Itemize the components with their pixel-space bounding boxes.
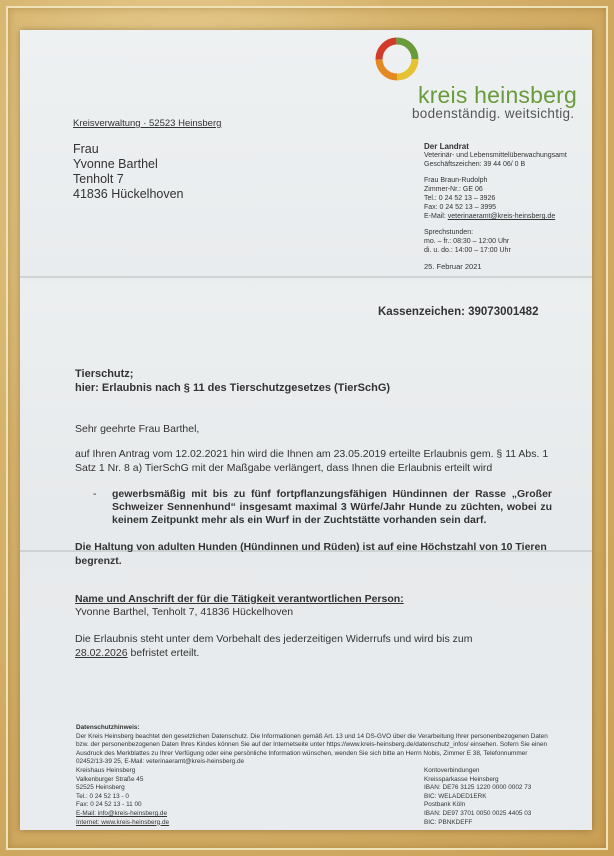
paragraph-3: Die Erlaubnis steht unter dem Vorbehalt des jederzeitigen Widerrufs und wird bis zum 28.02.2026 befristet erteilt. (75, 633, 473, 659)
footer-line: 52525 Heinsberg (76, 784, 125, 792)
recipient-line: 41836 Hückelhoven (73, 187, 184, 201)
office-department: Veterinär- und Lebensmittelüberwachungsamt (424, 152, 567, 159)
footer-line: Kontoverbindungen (424, 767, 480, 774)
footer-line: Tel.: 0 24 52 13 - 0 (76, 792, 129, 800)
footer-address (76, 767, 169, 827)
bullet-dash: - (93, 488, 97, 500)
responsible-heading: Name und Anschrift der für die Tätigkeit verantwortlichen Person: (75, 593, 404, 605)
room-number: Zimmer-Nr.: GE 06 (424, 186, 483, 193)
footer-line: IBAN: DE97 3701 0050 0025 4405 03 (424, 809, 532, 817)
kreis-heinsberg-logo-icon (372, 34, 422, 84)
subject (75, 367, 390, 395)
salutation: Sehr geehrte Frau Barthel, (75, 423, 200, 435)
footer-line: BIC: WELADED1ERK (424, 792, 487, 800)
footer-line: Postbank Köln (424, 801, 466, 809)
office-reference: Geschäftszeichen: 39 44 06/ 0 B (424, 161, 526, 168)
paragraph-1: auf Ihren Antrag vom 12.02.2021 hin wird die Ihnen am 23.05.2019 erteilte Erlaubnis gem. § 11 Abs. 1 Satz 1 Nr. 8 a) TierSchG mit der Maßgabe verlängert, dass Ihnen die Erlaubnis erteilt wird (75, 448, 549, 474)
footer-line: Kreissparkasse Heinsberg (424, 775, 499, 783)
hours-label: Sprechstunden: (424, 229, 474, 236)
contact-person: Frau Braun-Rudolph (424, 177, 488, 184)
recipient-line: Yvonne Barthel (73, 157, 158, 171)
email-line: E-Mail: veterinaeramt@kreis-heinsberg.de (424, 213, 556, 220)
privacy-text: Der Kreis Heinsberg beachtet den gesetzlichen Datenschutz. Die Informationen gemäß Art. 13 und 14 DS-GVO über die Verarbeitung Ihrer personenbezogenen Daten bzw. der personenbezogenen Daten Ihres Kindes können Sie auf der Internetseite unter https://www.kreis-heinsberg.de/datenschutz_infos/ einsehen. Sofern Sie einen Ausdruck des Merkblattes zu Ihrer Verfügung oder eine persönliche Information wünschen, wenden Sie sich bitte an Herrn Nobis, Zimmer E 38, Telefonnummer 02452/13-39 25, E-Mail: veterinaeramt@kreis-heinsberg.de (76, 732, 548, 766)
footer-website-link[interactable]: Internet: www.kreis-heinsberg.de (76, 818, 170, 826)
recipient-line: Tenholt 7 (73, 172, 124, 186)
recipient-address (73, 142, 184, 202)
footer-bank-details (424, 767, 531, 827)
recipient-line: Frau (73, 142, 99, 156)
sender-line: Kreisverwaltung · 52523 Heinsberg (73, 118, 222, 129)
footer-email-link[interactable]: E-Mail: info@kreis-heinsberg.de (76, 809, 168, 817)
paragraph-2: Die Haltung von adulten Hunden (Hündinnen und Rüden) ist auf eine Höchstzahl von 10 Tieren begrenzt. (75, 541, 547, 567)
hours-line: di. u. do.: 14:00 – 17:00 Uhr (424, 247, 511, 254)
paper-fold (20, 276, 592, 278)
subject-line-1: Tierschutz; (75, 368, 134, 380)
office-info (424, 142, 589, 255)
email-link[interactable]: veterinaeramt@kreis-heinsberg.de (447, 213, 556, 220)
office-title: Der Landrat (424, 142, 469, 151)
privacy-notice (76, 724, 556, 767)
bullet-text: gewerbsmäßig mit bis zu fünf fortpflanzungsfähigen Hündinnen der Rasse „Großer Schweizer Sennenhund“ insgesamt maximal 3 Würfe/Jahr Hunde zu züchten, wobei zu keinem Zeitpunkt mehr als ein Wurf in der Zuchtstätte vorhanden sein darf. (112, 488, 552, 526)
footer-line: Fax: 0 24 52 13 - 11 00 (76, 801, 142, 809)
letter-page (20, 30, 592, 830)
subject-line-2: hier: Erlaubnis nach § 11 des Tierschutzgesetzes (TierSchG) (75, 382, 391, 394)
footer-line: Kreishaus Heinsberg (76, 767, 136, 774)
fax-number: Fax: 0 24 52 13 – 3995 (424, 204, 496, 211)
privacy-title: Datenschutzhinweis: (76, 724, 140, 731)
brand-tagline: bodenständig. weitsichtig. (412, 106, 575, 121)
hours-line: mo. – fr.: 08:30 – 12:00 Uhr (424, 238, 510, 245)
footer-line: IBAN: DE76 3125 1220 0000 0002 73 (424, 784, 532, 792)
responsible-value: Yvonne Barthel, Tenholt 7, 41836 Hückelhoven (75, 606, 294, 618)
kassenzeichen: Kassenzeichen: 39073001482 (378, 306, 539, 318)
expiry-date: 28.02.2026 (75, 647, 128, 659)
footer-line: Valkenburger Straße 45 (76, 775, 144, 783)
brand-name: kreis heinsberg (418, 82, 577, 108)
footer-line: BIC: PBNKDEFF (424, 818, 473, 826)
phone-number: Tel.: 0 24 52 13 – 3926 (424, 195, 496, 202)
letter-date: 25. Februar 2021 (424, 262, 482, 271)
